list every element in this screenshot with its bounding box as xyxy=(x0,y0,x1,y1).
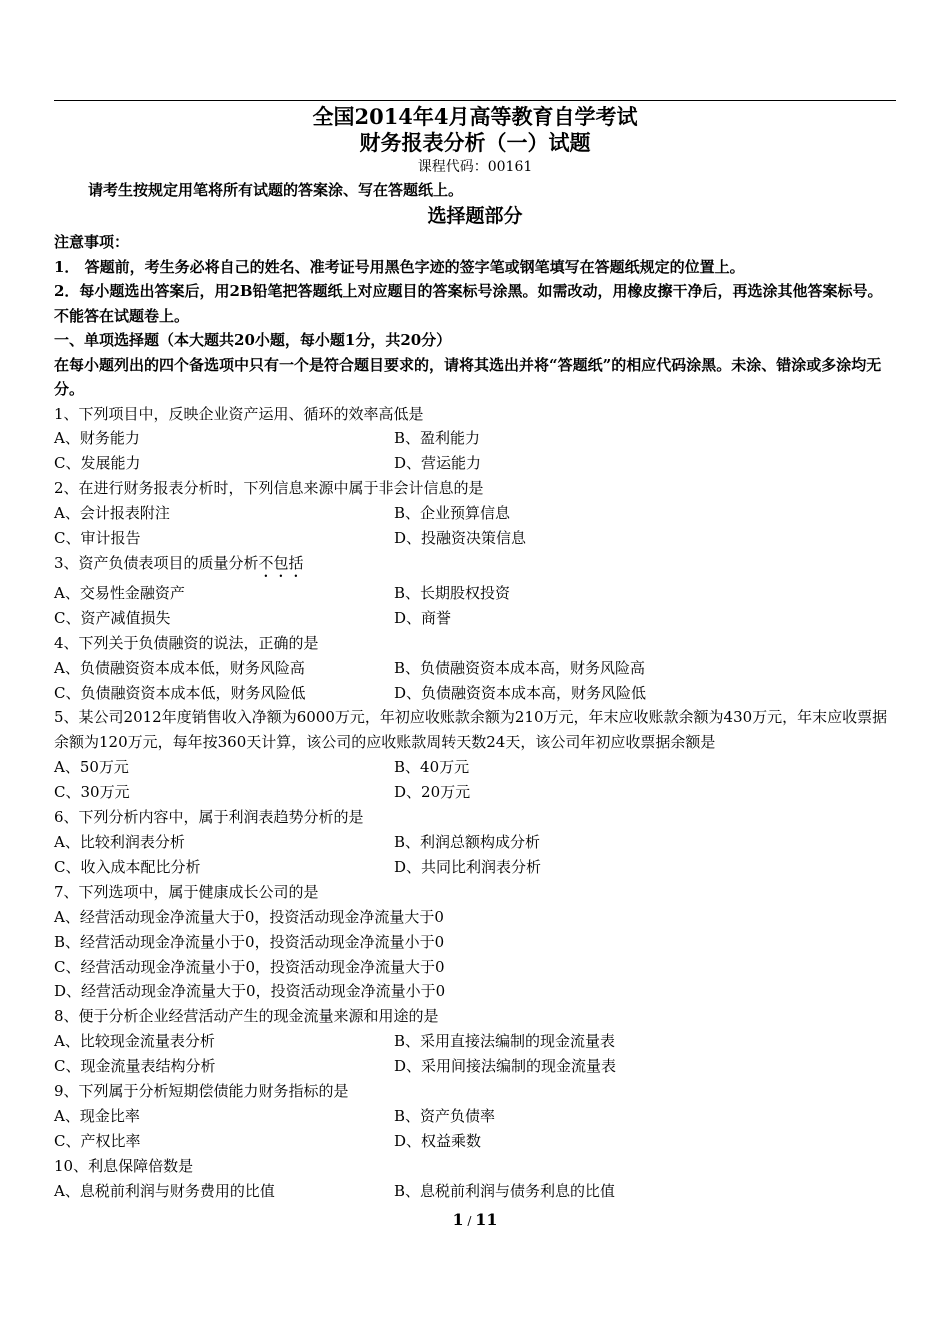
question-6-option-d: D、共同比利润表分析 xyxy=(394,857,542,876)
question-7-option-a: A、经营活动现金净流量大于0，投资活动现金净流量大于0 xyxy=(54,907,444,926)
question-2-stem: 2、在进行财务报表分析时，下列信息来源中属于非会计信息的是 xyxy=(54,479,484,498)
question-8-option-b: B、采用直接法编制的现金流量表 xyxy=(394,1032,616,1051)
question-7-option-d: D、经营活动现金净流量大于0，投资活动现金净流量小于0 xyxy=(54,982,446,1001)
question-5-stem: 5、某公司2012年度销售收入净额为6000万元，年初应收账款余额为210万元，年末应收账款余额为430万元，年末应收票据余额为120万元，每年按360天计算，该公司的应收账款周转天数24天，该公司年初应收票据余额是 xyxy=(54,708,888,752)
question-3-emphasis: 不包括 xyxy=(258,553,304,572)
question-6-options-ab xyxy=(54,830,896,855)
question-9-option-a: A、现金比率 xyxy=(54,1106,140,1125)
question-5-option-c: C、30万元 xyxy=(54,783,130,802)
notes-item-1: 1． 答题前，考生务必将自己的姓名、准考证号用黑色字迹的签字笔或钢笔填写在答题纸规定的位置上。 xyxy=(54,257,745,276)
question-8-stem: 8、便于分析企业经营活动产生的现金流量来源和用途的是 xyxy=(54,1007,439,1026)
question-9-option-c: C、产权比率 xyxy=(54,1131,141,1150)
question-8-options-cd xyxy=(54,1054,896,1079)
question-3-options-cd xyxy=(54,606,896,631)
question-4-options-cd xyxy=(54,681,896,706)
exam-subject: 财务报表分析（一）试题 xyxy=(359,130,591,155)
question-9-stem: 9、下列属于分析短期偿债能力财务指标的是 xyxy=(54,1082,349,1101)
question-2-options-ab xyxy=(54,501,896,526)
question-4-option-b: B、负债融资资本成本高，财务风险高 xyxy=(394,658,646,677)
part1-heading: 一、单项选择题（本大题共20小题，每小题1分，共20分） xyxy=(54,331,452,349)
question-1-options-ab xyxy=(54,426,896,451)
exam-title: 全国2014年4月高等教育自学考试 xyxy=(312,104,638,129)
question-4-options-ab xyxy=(54,656,896,681)
page-current: 1 xyxy=(452,1210,464,1229)
question-5-option-a: A、50万元 xyxy=(54,758,129,777)
question-10-option-b: B、息税前利润与债务利息的比值 xyxy=(394,1181,616,1200)
exam-page xyxy=(54,100,896,1204)
question-7-stem: 7、下列选项中，属于健康成长公司的是 xyxy=(54,882,319,901)
question-9-option-d: D、权益乘数 xyxy=(394,1131,482,1150)
question-9-option-b: B、资产负债率 xyxy=(394,1106,496,1125)
question-1-stem: 1、下列项目中，反映企业资产运用、循环的效率高低是 xyxy=(54,404,424,423)
question-10-option-a: A、息税前利润与财务费用的比值 xyxy=(54,1181,275,1200)
question-3-option-d: D、商誉 xyxy=(394,608,452,627)
question-9-options-ab xyxy=(54,1104,896,1129)
question-10-stem: 10、利息保障倍数是 xyxy=(54,1156,194,1175)
question-8-option-a: A、比较现金流量表分析 xyxy=(54,1032,215,1051)
question-3-option-c: C、资产减值损失 xyxy=(54,608,171,627)
question-2-option-c: C、审计报告 xyxy=(54,529,141,548)
question-4-option-c: C、负债融资资本成本低，财务风险低 xyxy=(54,683,306,702)
question-6-option-c: C、收入成本配比分析 xyxy=(54,857,201,876)
question-3-options-ab xyxy=(54,581,896,606)
question-9-options-cd xyxy=(54,1129,896,1154)
page-separator: / xyxy=(463,1214,476,1228)
question-7-option-c: C、经营活动现金净流量小于0，投资活动现金净流量大于0 xyxy=(54,957,445,976)
question-7-option-b: B、经营活动现金净流量小于0，投资活动现金净流量小于0 xyxy=(54,932,445,951)
question-1-option-a: A、财务能力 xyxy=(54,429,140,448)
question-2-option-b: B、企业预算信息 xyxy=(394,504,511,523)
section-title: 选择题部分 xyxy=(427,205,523,227)
question-3-option-b: B、长期股权投资 xyxy=(394,583,511,602)
question-4-stem: 4、下列关于负债融资的说法，正确的是 xyxy=(54,633,319,652)
question-6-options-cd xyxy=(54,855,896,880)
question-6-stem: 6、下列分析内容中，属于利润表趋势分析的是 xyxy=(54,808,364,827)
question-8-option-c: C、现金流量表结构分析 xyxy=(54,1057,216,1076)
question-6-option-a: A、比较利润表分析 xyxy=(54,833,185,851)
page-total: 11 xyxy=(475,1210,498,1229)
question-10-options-ab xyxy=(54,1179,896,1204)
question-1-options-cd xyxy=(54,451,896,476)
exam-instruction: 请考生按规定用笔将所有试题的答案涂、写在答题纸上。 xyxy=(88,181,464,199)
question-5-option-d: D、20万元 xyxy=(394,783,471,802)
question-1-option-c: C、发展能力 xyxy=(54,454,141,473)
question-8-option-d: D、采用间接法编制的现金流量表 xyxy=(394,1057,617,1076)
question-4-option-a: A、负债融资资本成本低，财务风险高 xyxy=(54,658,305,677)
question-5-option-b: B、40万元 xyxy=(394,758,470,777)
question-3-stem-text: 3、资产负债表项目的质量分析 xyxy=(54,553,259,572)
question-4-option-d: D、负债融资资本成本高，财务风险低 xyxy=(394,683,647,702)
question-8-options-ab xyxy=(54,1029,896,1054)
question-1-option-d: D、营运能力 xyxy=(394,454,482,473)
notes-item-2: 2．每小题选出答案后，用2B铅笔把答题纸上对应题目的答案标号涂黑。如需改动，用橡皮擦干净后，再选涂其他答案标号。不能答在试题卷上。 xyxy=(54,282,883,325)
question-1-option-b: B、盈利能力 xyxy=(394,429,481,448)
question-2-option-d: D、投融资决策信息 xyxy=(394,529,527,548)
course-code: 课程代码：00161 xyxy=(417,159,533,175)
question-6-option-b: B、利润总额构成分析 xyxy=(394,833,541,851)
question-3-stem xyxy=(54,551,896,581)
question-5-options-ab xyxy=(54,755,896,780)
question-3-option-a: A、交易性金融资产 xyxy=(54,583,185,602)
page-number xyxy=(0,1210,950,1229)
notes-heading: 注意事项： xyxy=(54,233,130,251)
part1-description: 在每小题列出的四个备选项中只有一个是符合题目要求的，请将其选出并将“答题纸”的相应代码涂黑。未涂、错涂或多涂均无分。 xyxy=(54,355,882,398)
question-2-options-cd xyxy=(54,526,896,551)
question-2-option-a: A、会计报表附注 xyxy=(54,504,170,523)
question-5-options-cd xyxy=(54,780,896,805)
